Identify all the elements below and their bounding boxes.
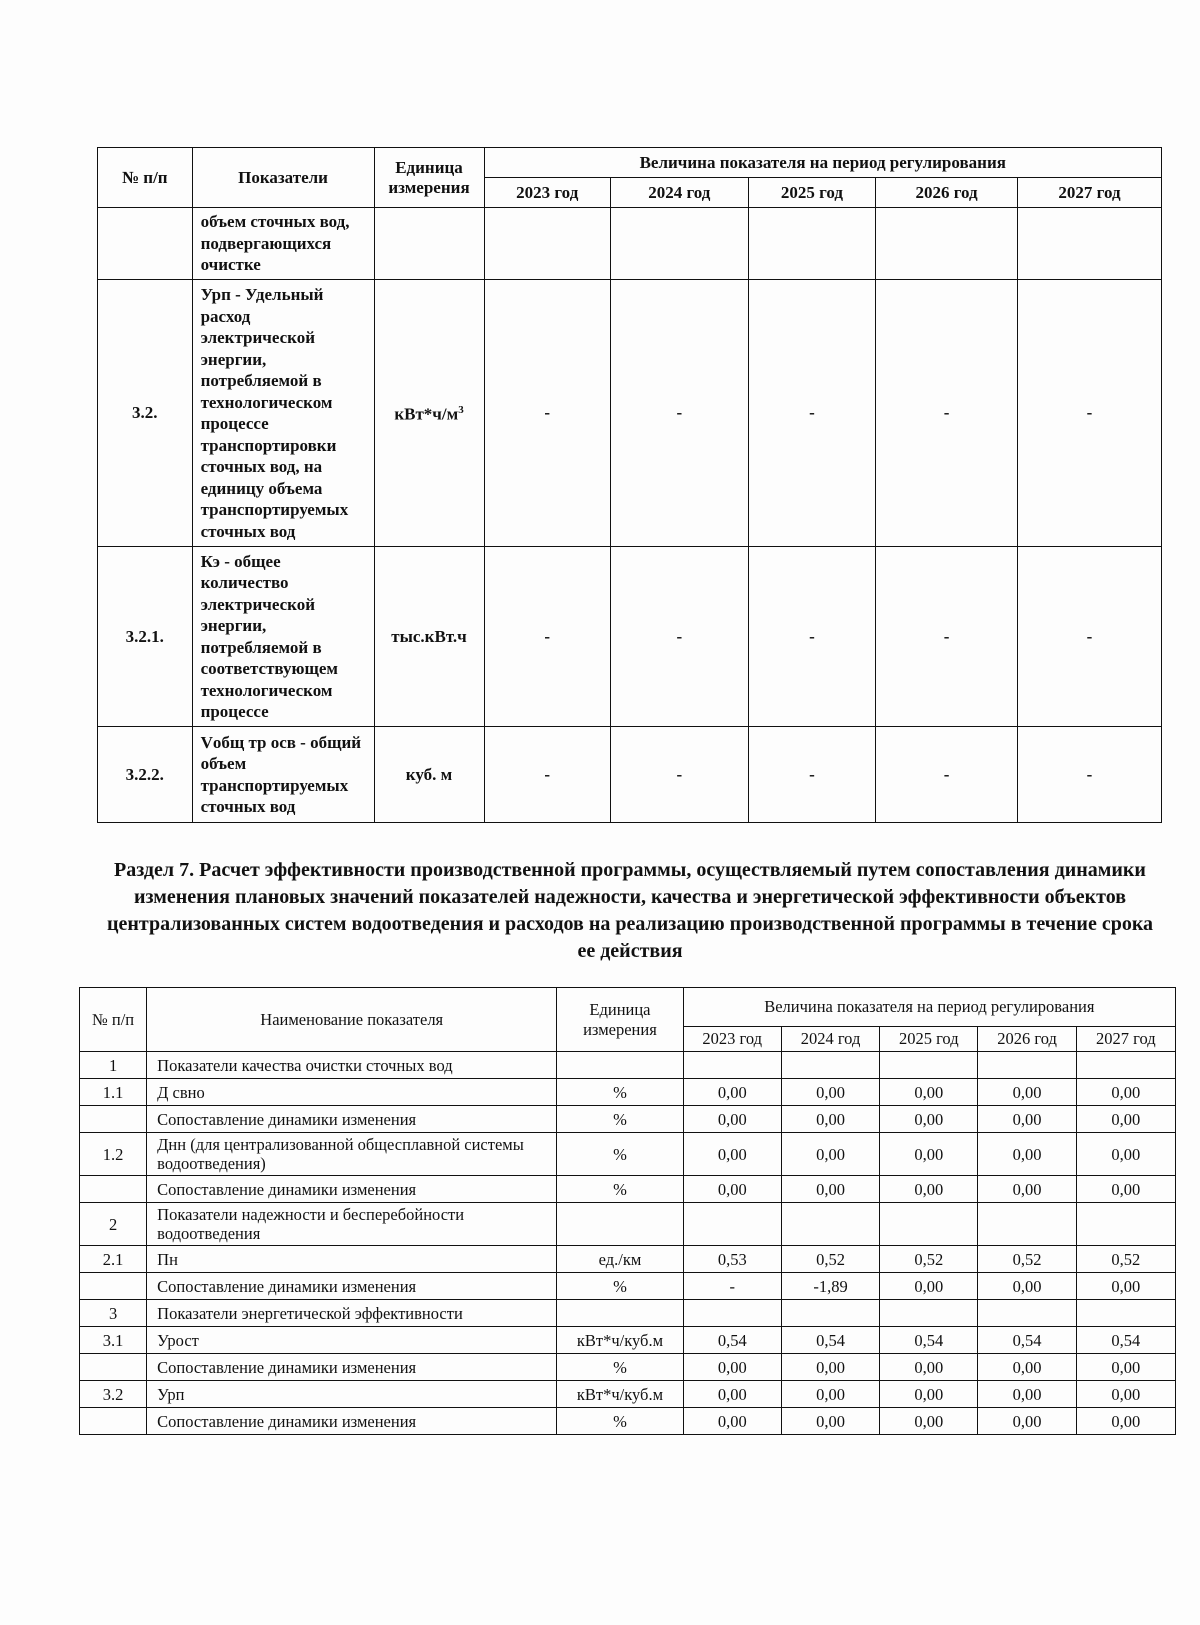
header-period: Величина показателя на период регулирования xyxy=(683,988,1175,1027)
row-value: 0,00 xyxy=(1076,1176,1175,1203)
row-value: 0,00 xyxy=(683,1354,781,1381)
table-row xyxy=(80,1273,1176,1300)
row-value: - xyxy=(748,727,875,823)
table-row xyxy=(98,208,1162,280)
row-value: 0,00 xyxy=(781,1381,879,1408)
row-unit: % xyxy=(557,1354,683,1381)
row-unit xyxy=(374,208,484,280)
row-value: - xyxy=(610,727,748,823)
row-num: 3.2. xyxy=(98,280,193,547)
row-value: 0,00 xyxy=(880,1079,978,1106)
row-unit xyxy=(557,1300,683,1327)
row-unit: кВт*ч/куб.м xyxy=(557,1381,683,1408)
row-unit: % xyxy=(557,1106,683,1133)
row-value: 0,00 xyxy=(880,1176,978,1203)
header-year: 2024 год xyxy=(610,178,748,208)
row-value: -1,89 xyxy=(781,1273,879,1300)
row-value: - xyxy=(876,727,1018,823)
header-year: 2025 год xyxy=(880,1027,978,1052)
row-value xyxy=(978,1300,1076,1327)
row-unit: % xyxy=(557,1079,683,1106)
row-value: 0,00 xyxy=(1076,1106,1175,1133)
row-value: - xyxy=(748,547,875,727)
row-value: 0,00 xyxy=(781,1176,879,1203)
row-value xyxy=(781,1052,879,1079)
row-value xyxy=(978,1203,1076,1246)
row-name: Показатели надежности и бесперебойности водоотведения xyxy=(147,1203,557,1246)
row-name: Урп - Удельный расход электрической энергии, потребляемой в технологическом процессе транспортировки сточных вод, на единицу объема транспортируемых сточных вод xyxy=(192,280,374,547)
row-value: 0,00 xyxy=(781,1106,879,1133)
row-value: 0,52 xyxy=(781,1246,879,1273)
row-unit xyxy=(374,280,484,547)
row-value: 0,00 xyxy=(683,1176,781,1203)
row-value: 0,52 xyxy=(1076,1246,1175,1273)
header-year: 2027 год xyxy=(1018,178,1162,208)
row-num xyxy=(80,1273,147,1300)
row-value xyxy=(781,1300,879,1327)
row-value: 0,00 xyxy=(683,1381,781,1408)
row-num xyxy=(80,1354,147,1381)
row-value: 0,00 xyxy=(683,1106,781,1133)
row-value xyxy=(880,1300,978,1327)
row-value: 0,54 xyxy=(781,1327,879,1354)
row-value: 0,00 xyxy=(880,1133,978,1176)
table-row xyxy=(80,1052,1176,1079)
row-unit: % xyxy=(557,1408,683,1435)
row-name: Сопоставление динамики изменения xyxy=(147,1273,557,1300)
row-value: - xyxy=(484,547,610,727)
row-unit: кВт*ч/куб.м xyxy=(557,1327,683,1354)
row-num: 2 xyxy=(80,1203,147,1246)
row-value xyxy=(1076,1052,1175,1079)
table-row xyxy=(80,1327,1176,1354)
header-year: 2023 год xyxy=(683,1027,781,1052)
row-value: 0,00 xyxy=(978,1079,1076,1106)
header-year: 2024 год xyxy=(781,1027,879,1052)
row-value: 0,00 xyxy=(781,1133,879,1176)
row-value xyxy=(1076,1300,1175,1327)
row-name: Сопоставление динамики изменения xyxy=(147,1408,557,1435)
row-name: Д свно xyxy=(147,1079,557,1106)
header-num: № п/п xyxy=(80,988,147,1052)
row-unit: куб. м xyxy=(374,727,484,823)
row-name: Урп xyxy=(147,1381,557,1408)
row-unit: % xyxy=(557,1176,683,1203)
row-value: 0,00 xyxy=(781,1354,879,1381)
row-value xyxy=(683,1300,781,1327)
row-name: Показатели качества очистки сточных вод xyxy=(147,1052,557,1079)
row-value xyxy=(876,208,1018,280)
row-num: 3.2 xyxy=(80,1381,147,1408)
table-row xyxy=(80,1176,1176,1203)
row-num xyxy=(80,1176,147,1203)
row-name: объем сточных вод, подвергающихся очистке xyxy=(192,208,374,280)
row-value: 0,00 xyxy=(683,1133,781,1176)
header-indicators: Показатели xyxy=(192,148,374,208)
row-value: 0,54 xyxy=(880,1327,978,1354)
row-value: 0,00 xyxy=(683,1079,781,1106)
row-value: 0,00 xyxy=(1076,1273,1175,1300)
header-name: Наименование показателя xyxy=(147,988,557,1052)
row-value: - xyxy=(610,280,748,547)
table-row xyxy=(98,727,1162,823)
header-period: Величина показателя на период регулирования xyxy=(484,148,1162,178)
row-value xyxy=(1076,1203,1175,1246)
table-row xyxy=(80,1246,1176,1273)
row-value: 0,00 xyxy=(1076,1381,1175,1408)
row-value: 0,00 xyxy=(781,1408,879,1435)
header-unit: Единица измерения xyxy=(557,988,683,1052)
row-name: Днн (для централизованной общесплавной системы водоотведения) xyxy=(147,1133,557,1176)
row-value: 0,00 xyxy=(978,1273,1076,1300)
row-name: Сопоставление динамики изменения xyxy=(147,1106,557,1133)
row-unit xyxy=(557,1203,683,1246)
row-name: Сопоставление динамики изменения xyxy=(147,1176,557,1203)
row-num xyxy=(98,208,193,280)
efficiency-table xyxy=(79,987,1176,1435)
row-value: 0,00 xyxy=(781,1079,879,1106)
header-year: 2026 год xyxy=(978,1027,1076,1052)
row-num: 3.1 xyxy=(80,1327,147,1354)
unit-superscript: 3 xyxy=(458,404,464,417)
row-value: 0,00 xyxy=(880,1354,978,1381)
row-value: 0,00 xyxy=(1076,1354,1175,1381)
row-name: Сопоставление динамики изменения xyxy=(147,1354,557,1381)
row-name: Vобщ тр осв - общий объем транспортируемых сточных вод xyxy=(192,727,374,823)
row-value: - xyxy=(1018,280,1162,547)
row-value: - xyxy=(876,280,1018,547)
row-unit: ед./км xyxy=(557,1246,683,1273)
row-num: 3.2.1. xyxy=(98,547,193,727)
row-num: 1.2 xyxy=(80,1133,147,1176)
row-value: 0,54 xyxy=(683,1327,781,1354)
row-num: 2.1 xyxy=(80,1246,147,1273)
header-year: 2026 год xyxy=(876,178,1018,208)
unit-text: кВт*ч/м xyxy=(394,405,459,425)
header-year: 2023 год xyxy=(484,178,610,208)
row-value: 0,00 xyxy=(978,1381,1076,1408)
header-num: № п/п xyxy=(98,148,193,208)
row-value xyxy=(683,1203,781,1246)
row-value: 0,00 xyxy=(880,1273,978,1300)
row-value: - xyxy=(484,727,610,823)
row-value xyxy=(610,208,748,280)
header-year: 2027 год xyxy=(1076,1027,1175,1052)
row-value xyxy=(683,1052,781,1079)
row-num: 1 xyxy=(80,1052,147,1079)
row-value: 0,00 xyxy=(683,1408,781,1435)
row-name: Урост xyxy=(147,1327,557,1354)
row-value: 0,00 xyxy=(978,1408,1076,1435)
row-num: 1.1 xyxy=(80,1079,147,1106)
row-value: 0,00 xyxy=(1076,1133,1175,1176)
row-value: 0,52 xyxy=(978,1246,1076,1273)
row-unit: тыс.кВт.ч xyxy=(374,547,484,727)
table-row xyxy=(80,1079,1176,1106)
row-name: Кэ - общее количество электрической энергии, потребляемой в соответствующем технологическом процессе xyxy=(192,547,374,727)
row-value xyxy=(781,1203,879,1246)
row-value: 0,00 xyxy=(978,1176,1076,1203)
row-value: 0,54 xyxy=(1076,1327,1175,1354)
row-value: 0,00 xyxy=(880,1106,978,1133)
row-value xyxy=(748,208,875,280)
row-value: - xyxy=(484,280,610,547)
row-value xyxy=(880,1203,978,1246)
row-unit: % xyxy=(557,1273,683,1300)
row-value: - xyxy=(876,547,1018,727)
table-row xyxy=(80,1408,1176,1435)
table-row xyxy=(80,1106,1176,1133)
row-unit xyxy=(557,1052,683,1079)
table-row xyxy=(98,547,1162,727)
row-value xyxy=(1018,208,1162,280)
row-num xyxy=(80,1408,147,1435)
row-value: 0,54 xyxy=(978,1327,1076,1354)
row-value: 0,00 xyxy=(978,1354,1076,1381)
row-num: 3.2.2. xyxy=(98,727,193,823)
row-value: 0,00 xyxy=(880,1381,978,1408)
header-unit: Единица измерения xyxy=(374,148,484,208)
row-value: - xyxy=(610,547,748,727)
row-name: Показатели энергетической эффективности xyxy=(147,1300,557,1327)
row-value: - xyxy=(748,280,875,547)
row-value: 0,52 xyxy=(880,1246,978,1273)
row-value xyxy=(484,208,610,280)
row-num xyxy=(80,1106,147,1133)
row-name: Пн xyxy=(147,1246,557,1273)
row-value: - xyxy=(1018,547,1162,727)
row-value xyxy=(880,1052,978,1079)
table-row xyxy=(80,1354,1176,1381)
row-value: 0,00 xyxy=(978,1133,1076,1176)
row-unit: % xyxy=(557,1133,683,1176)
row-value xyxy=(978,1052,1076,1079)
row-value: 0,00 xyxy=(1076,1079,1175,1106)
table-row xyxy=(80,1381,1176,1408)
indicators-table xyxy=(97,147,1162,823)
table-row xyxy=(80,1203,1176,1246)
section-heading: Раздел 7. Расчет эффективности производственной программы, осуществляемый путем сопоставления динамики изменения плановых значений показателей надежности, качества и энергетической эффективности объектов централизованных систем водоотведения и расходов на реализацию производственной программы в течение срока ее действия xyxy=(106,859,1154,962)
row-value: 0,00 xyxy=(978,1106,1076,1133)
row-value: 0,00 xyxy=(1076,1408,1175,1435)
row-value: 0,00 xyxy=(880,1408,978,1435)
header-year: 2025 год xyxy=(748,178,875,208)
row-value: - xyxy=(683,1273,781,1300)
table-row xyxy=(80,1300,1176,1327)
row-num: 3 xyxy=(80,1300,147,1327)
table-row xyxy=(80,1133,1176,1176)
row-value: 0,53 xyxy=(683,1246,781,1273)
row-value: - xyxy=(1018,727,1162,823)
table-row xyxy=(98,280,1162,547)
